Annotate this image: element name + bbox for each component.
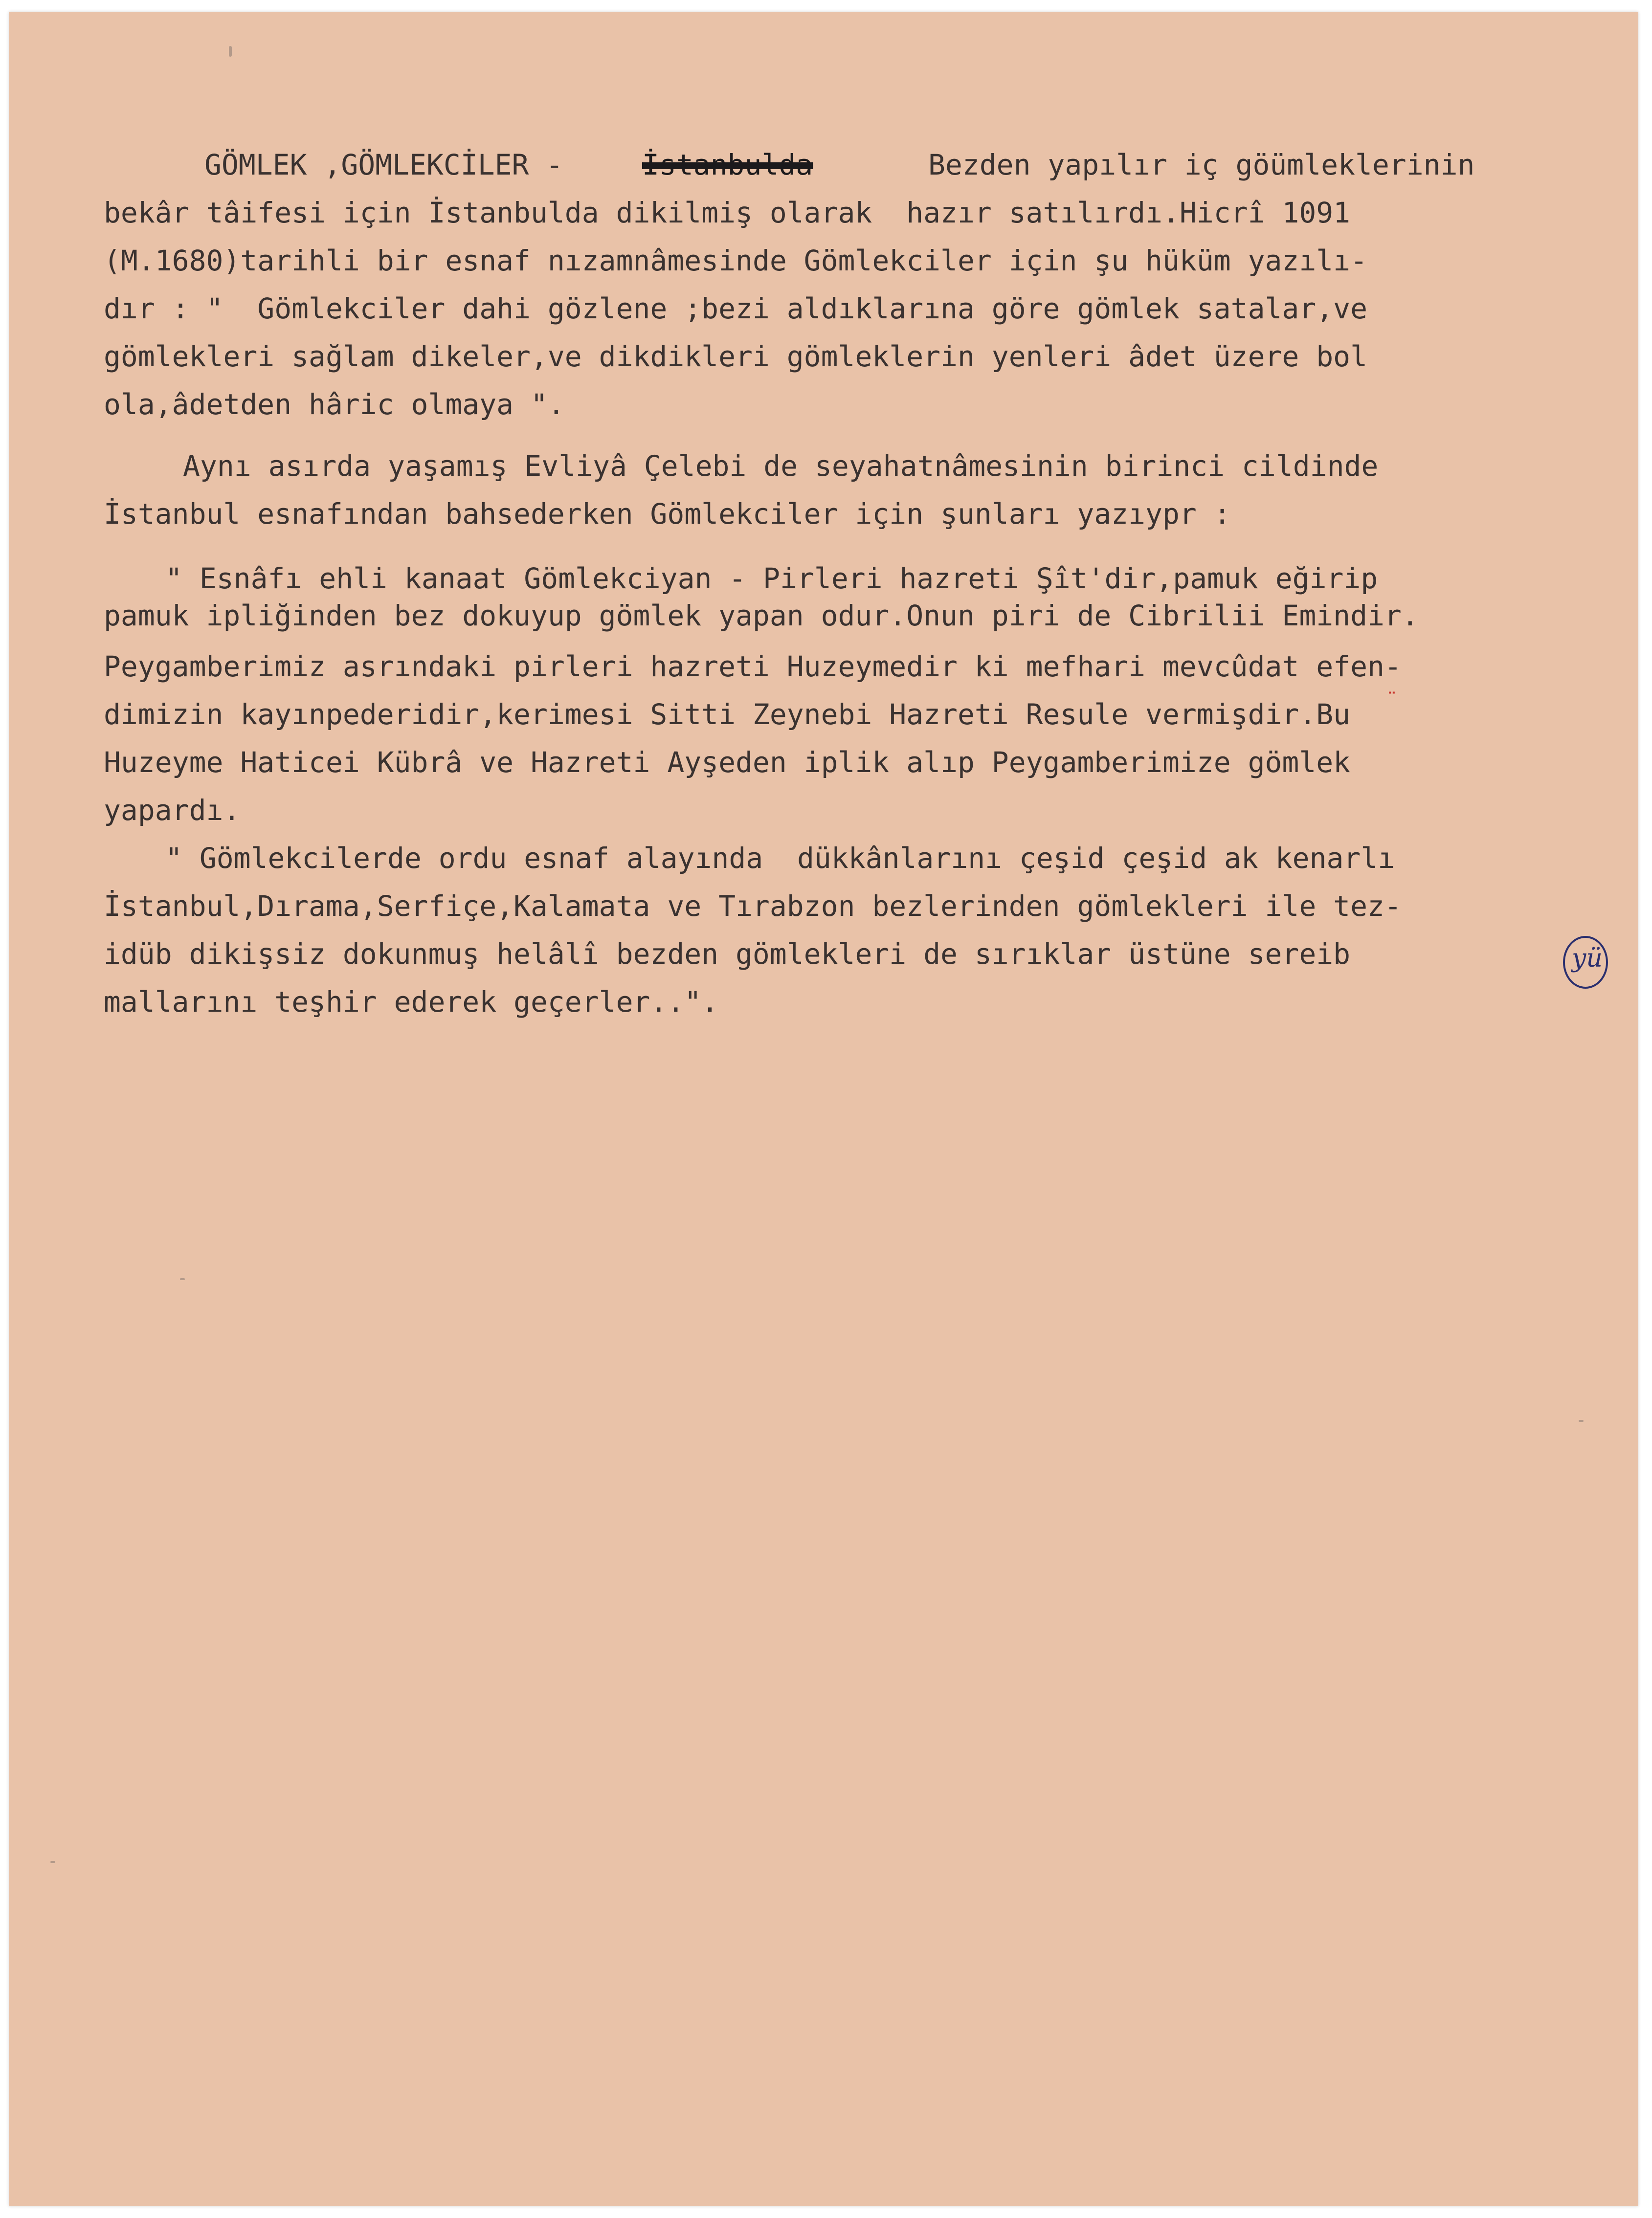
handwritten-margin-note: yü [1572, 944, 1603, 973]
text-line: İstanbul esnafından bahsederken Gömlekciler için şunları yazıypr : [104, 497, 1231, 531]
text-line: dimizin kayınpederidir,kerimesi Sitti Zeynebi Hazreti Resule vermişdir.Bu [104, 698, 1351, 731]
text-line: (M.1680)tarihli bir esnaf nızamnâmesinde Gömlekciler için şu hüküm yazılı- [104, 244, 1368, 277]
paper-speck [180, 1278, 185, 1280]
paper-speck [50, 1861, 55, 1863]
text-line: " Gömlekcilerde ordu esnaf alayında dükkânlarını çeşid çeşid ak kenarlı [165, 842, 1395, 875]
text-line: ola,âdetden hâric olmaya ". [104, 388, 565, 421]
text-line: gömlekleri sağlam dikeler,ve dikdikleri gömleklerin yenleri âdet üzere bol [104, 340, 1368, 373]
paper-speck [229, 46, 232, 57]
text-line: dır : " Gömlekciler dahi gözlene ;bezi aldıklarına göre gömlek satalar,ve [104, 292, 1368, 325]
text-line: mallarını teşhir ederek geçerler..". [104, 985, 719, 1019]
text-line: yapardı. [104, 794, 241, 827]
text-line: " Esnâfı ehli kanaat Gömlekciyan - Pirleri hazreti Şît'dir,pamuk eğirip [165, 562, 1378, 595]
paper-speck [1579, 1420, 1584, 1422]
text-line: Huzeyme Haticei Kübrâ ve Hazreti Ayşeden iplik alıp Peygamberimize gömlek [104, 746, 1351, 779]
text-line: bekâr tâifesi için İstanbulda dikilmiş olarak hazır satılırdı.Hicrî 1091 [104, 196, 1351, 229]
text-line: Aynı asırda yaşamış Evliyâ Çelebi de seyahatnâmesinin birinci cildinde [183, 449, 1379, 483]
typewritten-page [9, 12, 1638, 2206]
text-line: pamuk ipliğinden bez dokuyup gömlek yapan odur.Onun piri de Cibrilii Emindir. [104, 599, 1419, 632]
red-correction-mark: ¨ [1387, 689, 1397, 711]
text-line: GÖMLEK ,GÖMLEKCİLER - [204, 148, 563, 181]
text-line: Peygamberimiz asrındaki pirleri hazreti Huzeymedir ki mefhari mevcûdat efen- [104, 650, 1402, 683]
text-line: Bezden yapılır iç göümleklerinin [928, 148, 1475, 181]
text-line: idüb dikişsiz dokunmuş helâlî bezden gömlekleri de sırıklar üstüne sereib [104, 937, 1351, 971]
struck-out-word: İstanbulda [642, 148, 813, 181]
text-line: İstanbul,Dırama,Serfiçe,Kalamata ve Tırabzon bezlerinden gömlekleri ile tez- [104, 889, 1402, 923]
